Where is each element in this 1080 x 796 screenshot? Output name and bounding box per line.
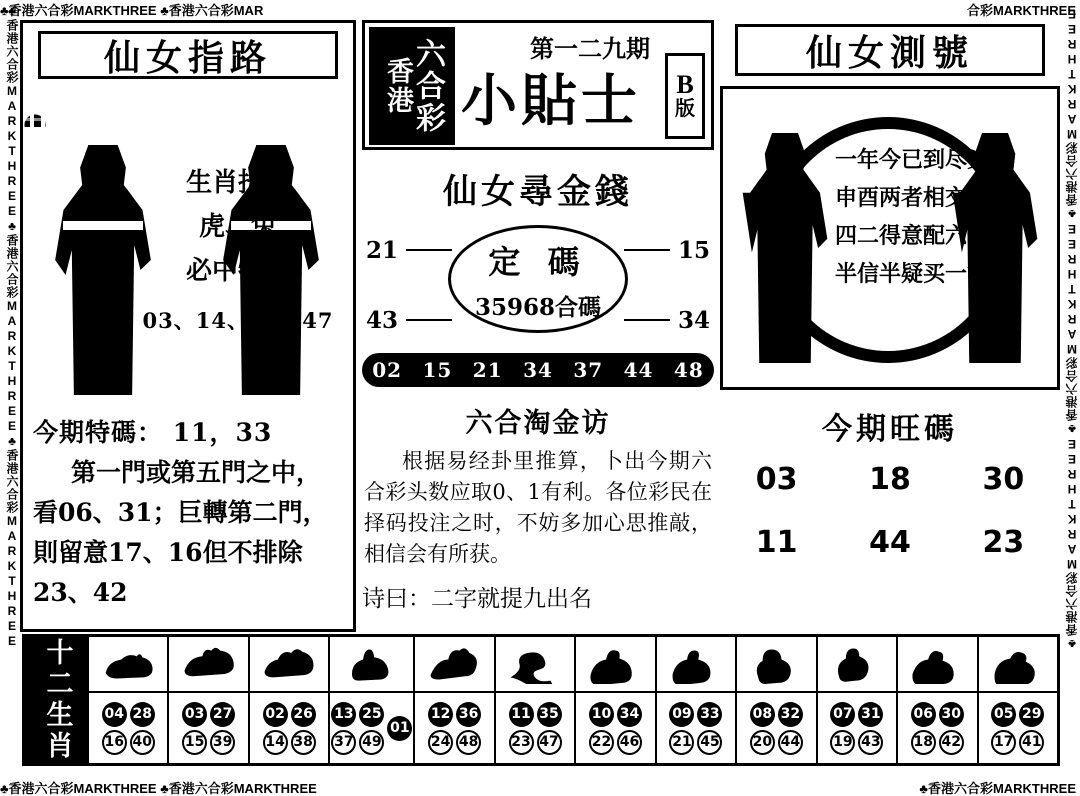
badge-left-text: 香港 (382, 57, 413, 115)
verse-line-2: 申酉两者相交替 (835, 185, 990, 211)
corner-number-top-right: 15 (677, 237, 710, 264)
zodiac-number-ball[interactable]: 37 (331, 730, 356, 755)
zodiac-number-group (250, 693, 328, 763)
connector-line (406, 319, 452, 321)
corner-number-bottom-right: 34 (677, 307, 710, 334)
center-poem: 诗曰：二字就提九出名 (362, 586, 592, 612)
zodiac-number-ball[interactable]: 40 (130, 730, 155, 755)
zodiac-number-pair (911, 702, 936, 755)
zodiac-number-ball[interactable]: 19 (830, 730, 855, 755)
right-verse (835, 141, 1035, 293)
fairy-head-icon (85, 131, 121, 171)
zodiac-number-group (169, 693, 247, 763)
tips-title: 小貼士 (461, 68, 641, 134)
zodiac-number-ball[interactable]: 23 (509, 730, 534, 755)
zodiac-number-group (979, 693, 1057, 763)
left-body-line-1: 今期特碼： 11，33 (33, 418, 273, 447)
monkey-icon (737, 637, 815, 693)
zodiac-number-ball[interactable]: 11 (509, 702, 534, 727)
zodiac-number-pair (130, 702, 155, 755)
tiger-icon (250, 637, 328, 693)
ox-icon (169, 637, 247, 693)
connector-line (406, 249, 452, 251)
lottery-badge (369, 27, 455, 145)
left-forecast-text (133, 161, 343, 343)
number-bar (362, 353, 714, 387)
zodiac-number-ball[interactable]: 20 (750, 730, 775, 755)
left-forecast-numbers: 03、14、36、47 (142, 308, 334, 333)
right-panel (720, 20, 1060, 632)
zodiac-number-ball[interactable]: 15 (182, 730, 207, 755)
left-body-line-2: 第一門或第五門之中， (71, 458, 322, 487)
connector-line (624, 319, 670, 321)
bottom-marquee (0, 778, 1080, 796)
zodiac-number-ball[interactable]: 08 (750, 702, 775, 727)
zodiac-number-pair (331, 702, 356, 755)
zodiac-column-ox[interactable] (167, 637, 247, 763)
goat-icon (657, 637, 735, 693)
zodiac-column-snake[interactable] (494, 637, 574, 763)
zodiac-number-pair (939, 702, 964, 755)
left-marquee-text: ♣香港六合彩MARKTHREE♣香港六合彩MARKTHREE♣香港六合彩MARKTHREE (5, 4, 19, 649)
number-bar-item: 15 (422, 358, 453, 382)
left-body-line-5: 23、42 (33, 578, 128, 607)
zodiac-number-ball[interactable]: 24 (428, 730, 453, 755)
hot-number: 11 (755, 525, 798, 560)
rooster-icon (818, 637, 896, 693)
right-illustration (720, 86, 1060, 390)
zodiac-number-ball[interactable]: 22 (589, 730, 614, 755)
zodiac-number-ball[interactable]: 36 (456, 702, 481, 727)
zodiac-number-group (898, 693, 976, 763)
zodiac-label-text: 十二生肖 (41, 638, 73, 762)
zodiac-column-monkey[interactable] (735, 637, 815, 763)
center-paragraph: 根据易经卦里推算，卜出今期六合彩头数应取0、1有利。各位彩民在择码投注之时，不妨多加心思推敲，相信会有所获。 (364, 449, 712, 566)
zodiac-number-pair (291, 702, 316, 755)
rabbit-icon (330, 637, 413, 693)
center-panel (362, 20, 714, 632)
zodiac-number-ball[interactable]: 05 (991, 702, 1016, 727)
zodiac-number-ball[interactable]: 49 (359, 730, 384, 755)
zodiac-number-group (89, 693, 167, 763)
zodiac-label (25, 637, 89, 763)
code-oval (448, 225, 628, 333)
hot-numbers-grid (720, 462, 1060, 560)
hot-number: 18 (869, 462, 911, 497)
zodiac-number-pair (991, 702, 1016, 755)
zodiac-number-pair (102, 702, 127, 755)
zodiac-columns (89, 637, 1057, 763)
decorative-band (23, 85, 353, 127)
badge-right-text: 六合彩 (410, 38, 445, 134)
version-letter: B (676, 70, 694, 99)
number-bar-item: 37 (573, 358, 604, 382)
pig-icon (979, 637, 1057, 693)
zodiac-number-ball[interactable]: 33 (697, 702, 722, 727)
number-bar-item: 21 (472, 358, 503, 382)
zodiac-number-ball[interactable]: 21 (669, 730, 694, 755)
left-forecast-line-3: 必中特碼 (185, 256, 290, 286)
top-marquee (0, 0, 1080, 18)
zodiac-number-ball[interactable]: 32 (778, 702, 803, 727)
zodiac-number-pair (697, 702, 722, 755)
zodiac-number-group (330, 693, 413, 763)
connector-line (624, 249, 670, 251)
left-panel-body (33, 413, 349, 613)
hot-number: 03 (755, 462, 798, 497)
zodiac-number-ball[interactable]: 06 (911, 702, 936, 727)
left-panel (20, 20, 356, 632)
zodiac-column-horse[interactable] (574, 637, 654, 763)
zodiac-number-ball[interactable]: 39 (210, 730, 235, 755)
dog-icon (898, 637, 976, 693)
zodiac-column-rabbit[interactable] (328, 637, 413, 763)
zodiac-number-pair (1019, 702, 1044, 755)
left-forecast-line-1: 生肖提供 (185, 168, 290, 198)
zodiac-number-ball[interactable]: 34 (617, 702, 642, 727)
zodiac-number-ball[interactable]: 47 (537, 730, 562, 755)
zodiac-number-pair (617, 702, 642, 755)
number-bar-item: 34 (523, 358, 553, 382)
zodiac-number-ball[interactable]: 38 (291, 730, 316, 755)
zodiac-number-ball[interactable]: 13 (331, 702, 356, 727)
zodiac-number-group (576, 693, 654, 763)
hot-numbers-title: 今期旺碼 (822, 412, 958, 447)
rat-icon (89, 637, 167, 693)
zodiac-column-rat[interactable] (89, 637, 167, 763)
zodiac-column-dragon[interactable] (413, 637, 493, 763)
dragon-icon (415, 637, 493, 693)
zodiac-number-pair (387, 716, 412, 741)
zodiac-column-rooster[interactable] (816, 637, 896, 763)
hot-number: 30 (982, 462, 1025, 497)
left-panel-title-box (38, 31, 338, 79)
zodiac-number-pair (509, 702, 534, 755)
zodiac-strip (22, 634, 1060, 766)
zodiac-number-ball[interactable]: 35 (537, 702, 562, 727)
zodiac-number-ball[interactable]: 10 (589, 702, 614, 727)
zodiac-number-pair (537, 702, 562, 755)
number-bar-item: 44 (623, 358, 654, 382)
left-panel-title: 仙女指路 (103, 36, 272, 79)
zodiac-number-ball[interactable]: 43 (858, 730, 883, 755)
zodiac-column-tiger[interactable] (248, 637, 328, 763)
zodiac-number-pair (750, 702, 775, 755)
zodiac-number-group (818, 693, 896, 763)
zodiac-number-ball[interactable]: 44 (778, 730, 803, 755)
top-marquee-left: ♣香港六合彩MARKTHREE ♣香港六合彩MAR (0, 3, 264, 18)
code-oval-sub: 35968合碼 (474, 293, 602, 321)
left-illustration (23, 127, 353, 427)
zodiac-number-ball[interactable]: 16 (102, 730, 127, 755)
right-marquee-text: ♣香港六合彩MARKTHREE♣香港六合彩MARKTHREE♣香港六合彩MARKTHREE (1065, 6, 1079, 651)
zodiac-number-pair (669, 702, 694, 755)
zodiac-number-ball[interactable]: 27 (210, 702, 235, 727)
center-header (362, 20, 714, 150)
number-bar-item: 02 (372, 358, 403, 382)
zodiac-number-pair (359, 702, 384, 755)
horse-icon (576, 637, 654, 693)
verse-line-4: 半信半疑买一注 (835, 261, 990, 287)
corner-number-top-left: 21 (366, 237, 399, 264)
bottom-marquee-left: ♣香港六合彩MARKTHREE ♣香港六合彩MARKTHREE (0, 781, 317, 796)
left-marquee (0, 0, 20, 796)
zodiac-number-ball[interactable]: 29 (1019, 702, 1044, 727)
left-forecast-line-2: 虎、兔 (198, 212, 277, 242)
zodiac-number-group (496, 693, 574, 763)
zodiac-number-ball[interactable]: 26 (291, 702, 316, 727)
zodiac-number-ball[interactable]: 02 (263, 702, 288, 727)
corner-number-bottom-left: 43 (366, 307, 399, 334)
zodiac-number-ball[interactable]: 18 (911, 730, 936, 755)
center-paragraph-block (362, 446, 714, 570)
zodiac-number-group (737, 693, 815, 763)
zodiac-number-ball[interactable]: 03 (182, 702, 207, 727)
zodiac-number-ball[interactable]: 12 (428, 702, 453, 727)
code-oval-main: 定 碼 (488, 242, 588, 281)
zodiac-number-ball[interactable]: 17 (991, 730, 1016, 755)
right-marquee (1060, 0, 1080, 796)
zodiac-number-ball[interactable]: 01 (387, 716, 412, 741)
right-panel-title: 仙女測號 (805, 31, 974, 74)
version-badge (665, 53, 705, 139)
right-panel-title-box (735, 24, 1045, 76)
zodiac-number-pair (456, 702, 481, 755)
zodiac-column-pig[interactable] (977, 637, 1057, 763)
zodiac-number-pair (182, 702, 207, 755)
issue-number: 第一二九期 (530, 34, 650, 63)
zodiac-number-ball[interactable]: 48 (456, 730, 481, 755)
zodiac-number-pair (263, 702, 288, 755)
zodiac-number-pair (210, 702, 235, 755)
zodiac-number-pair (830, 702, 855, 755)
verse-line-1: 一年今已到尽头 (835, 147, 990, 173)
code-oval-area (362, 217, 714, 347)
center-subsection-title: 六合淘金访 (465, 408, 611, 439)
zodiac-number-ball[interactable]: 09 (669, 702, 694, 727)
top-marquee-right: 合彩MARKTHREE (966, 3, 1076, 18)
snake-icon (496, 637, 574, 693)
zodiac-column-goat[interactable] (655, 637, 735, 763)
number-bar-item: 48 (673, 358, 704, 382)
zodiac-number-ball[interactable]: 31 (858, 702, 883, 727)
zodiac-number-group (657, 693, 735, 763)
hot-number: 23 (982, 525, 1025, 560)
zodiac-number-pair (778, 702, 803, 755)
zodiac-number-ball[interactable]: 07 (830, 702, 855, 727)
zodiac-column-dog[interactable] (896, 637, 976, 763)
zodiac-number-ball[interactable]: 25 (359, 702, 384, 727)
fairy-sash (63, 221, 143, 230)
zodiac-number-ball[interactable]: 41 (1019, 730, 1044, 755)
zodiac-number-pair (858, 702, 883, 755)
verse-line-3: 四二得意配六合 (835, 223, 990, 249)
bottom-marquee-right: ♣香港六合彩MARKTHREE (919, 781, 1076, 796)
zodiac-number-ball[interactable]: 30 (939, 702, 964, 727)
zodiac-number-ball[interactable]: 45 (697, 730, 722, 755)
zodiac-number-pair (428, 702, 453, 755)
center-section-title: 仙女尋金錢 (443, 172, 633, 212)
zodiac-number-pair (589, 702, 614, 755)
zodiac-number-ball[interactable]: 14 (263, 730, 288, 755)
zodiac-number-ball[interactable]: 28 (130, 702, 155, 727)
version-word: 版 (675, 98, 695, 120)
zodiac-number-group (415, 693, 493, 763)
left-body-line-3: 看06、31；巨轉第二門， (33, 498, 328, 527)
zodiac-number-ball[interactable]: 42 (939, 730, 964, 755)
zodiac-number-ball[interactable]: 04 (102, 702, 127, 727)
zodiac-number-ball[interactable]: 46 (617, 730, 642, 755)
left-body-line-4: 則留意17、16但不排除 (33, 538, 303, 567)
fairy-head-icon (767, 117, 801, 155)
hot-number: 44 (869, 525, 911, 560)
